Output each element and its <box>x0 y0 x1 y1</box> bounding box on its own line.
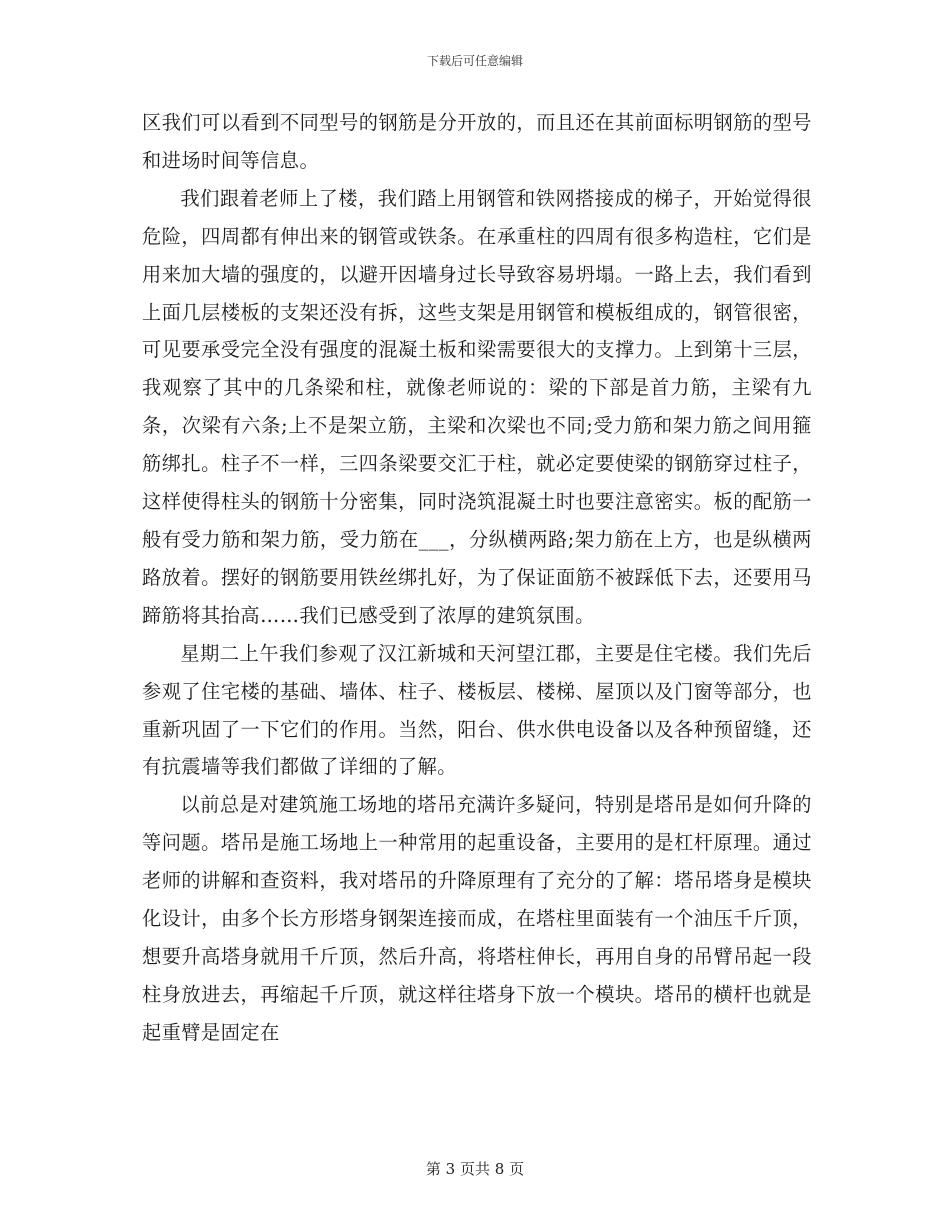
paragraph-tuesday-visit: 星期二上午我们参观了汉江新城和天河望江郡，主要是住宅楼。我们先后参观了住宅楼的基础、墙体、柱子、楼板层、楼梯、屋顶以及门窗等部分，也重新巩固了一下它们的作用。当然，阳台、供水供电设备以及各种预留缝，还有抗震墙等我们都做了详细的了解。 <box>142 641 812 779</box>
document-body <box>142 104 812 1052</box>
paragraph-climbing-building: 我们跟着老师上了楼，我们踏上用钢管和铁网搭接成的梯子，开始觉得很危险，四周都有伸出来的钢管或铁条。在承重柱的四周有很多构造柱，它们是用来加大墙的强度的，以避开因墙身过长导致容易坍塌。一路上去，我们看到上面几层楼板的支架还没有拆，这些支架是用钢管和模板组成的，钢管很密，可见要承受完全没有强度的混凝土板和梁需要很大的支撑力。上到第十三层，我观察了其中的几条梁和柱，就像老师说的：梁的下部是首力筋，主梁有九条，次梁有六条;上不是架立筋，主梁和次梁也不同;受力筋和架力筋之间用箍筋绑扎。柱子不一样，三四条梁要交汇于柱，就必定要使梁的钢筋穿过柱子，这样使得柱头的钢筋十分密集，同时浇筑混凝土时也要注意密实。板的配筋一般有受力筋和架力筋，受力筋在___，分纵横两路;架力筋在上方，也是纵横两路放着。摆好的钢筋要用铁丝绑扎好，为了保证面筋不被踩低下去，还要用马蹄筋将其抬高……我们已感受到了浓厚的建筑氛围。 <box>142 186 812 627</box>
page-header: 下载后可任意编辑 <box>426 54 523 68</box>
paragraph-tower-crane: 以前总是对建筑施工场地的塔吊充满许多疑问，特别是塔吊是如何升降的等问题。塔吊是施工场地上一种常用的起重设备，主要用的是杠杆原理。通过老师的讲解和查资料，我对塔吊的升降原理有了充分的了解：塔吊塔身是模块化设计，由多个长方形塔身钢架连接而成，在塔柱里面装有一个油压千斤顶，想要升高塔身就用千斤顶，然后升高，将塔柱伸长，再用自身的吊臂吊起一段柱身放进去，再缩起千斤顶，就这样往塔身下放一个模块。塔吊的横杆也就是起重臂是固定在 <box>142 793 812 1044</box>
paragraph-continuation: 区我们可以看到不同型号的钢筋是分开放的，而且还在其前面标明钢筋的型号和进场时间等信息。 <box>142 111 812 172</box>
page-footer: 第 3 页共 8 页 <box>425 1160 525 1178</box>
